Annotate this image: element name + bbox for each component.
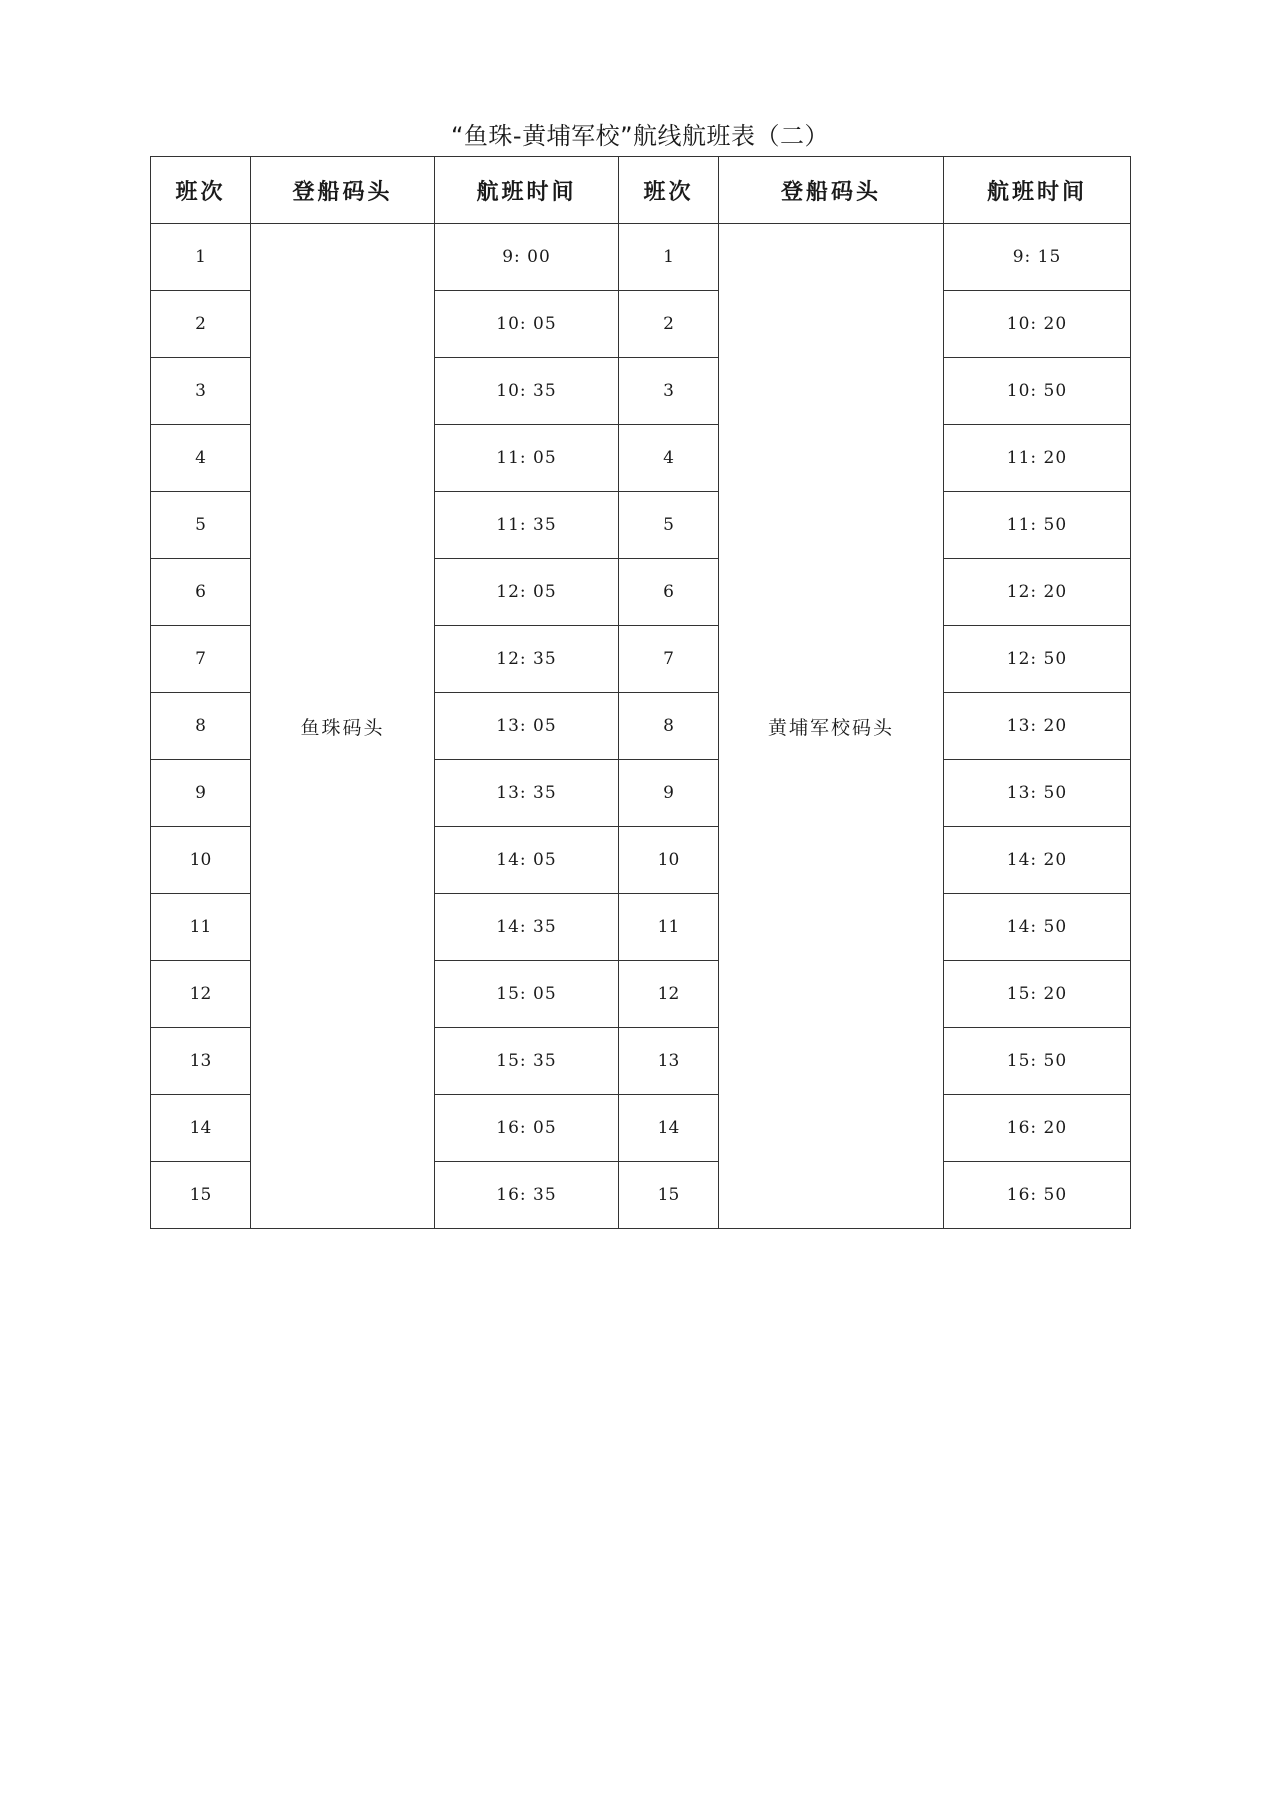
departure-time-right: 12: 20 <box>944 559 1131 626</box>
departure-time-right: 11: 50 <box>944 492 1131 559</box>
trip-no-left: 7 <box>151 626 251 693</box>
departure-time-right: 10: 20 <box>944 291 1131 358</box>
schedule-table <box>150 156 1131 1229</box>
trip-no-right: 4 <box>619 425 719 492</box>
departure-time-left: 11: 35 <box>435 492 619 559</box>
departure-time-right: 14: 50 <box>944 894 1131 961</box>
departure-time-right: 15: 50 <box>944 1028 1131 1095</box>
trip-no-right: 13 <box>619 1028 719 1095</box>
trip-no-right: 6 <box>619 559 719 626</box>
departure-time-left: 16: 05 <box>435 1095 619 1162</box>
table-row <box>151 224 1131 291</box>
trip-no-left: 12 <box>151 961 251 1028</box>
trip-no-left: 4 <box>151 425 251 492</box>
trip-no-right: 8 <box>619 693 719 760</box>
departure-time-left: 10: 05 <box>435 291 619 358</box>
departure-time-left: 9: 00 <box>435 224 619 291</box>
departure-time-left: 13: 05 <box>435 693 619 760</box>
trip-no-right: 9 <box>619 760 719 827</box>
departure-time-left: 12: 35 <box>435 626 619 693</box>
trip-no-right: 3 <box>619 358 719 425</box>
trip-no-left: 1 <box>151 224 251 291</box>
departure-time-left: 14: 35 <box>435 894 619 961</box>
departure-time-right: 11: 20 <box>944 425 1131 492</box>
header-pier-right: 登船码头 <box>719 157 944 224</box>
trip-no-right: 1 <box>619 224 719 291</box>
trip-no-right: 2 <box>619 291 719 358</box>
departure-time-right: 10: 50 <box>944 358 1131 425</box>
trip-no-right: 10 <box>619 827 719 894</box>
header-trip-no-left: 班次 <box>151 157 251 224</box>
departure-time-right: 13: 50 <box>944 760 1131 827</box>
trip-no-left: 6 <box>151 559 251 626</box>
departure-time-left: 12: 05 <box>435 559 619 626</box>
departure-time-left: 14: 05 <box>435 827 619 894</box>
trip-no-left: 10 <box>151 827 251 894</box>
departure-time-left: 15: 05 <box>435 961 619 1028</box>
departure-pier-left: 鱼珠码头 <box>251 224 435 1229</box>
departure-time-right: 14: 20 <box>944 827 1131 894</box>
departure-pier-right: 黄埔军校码头 <box>719 224 944 1229</box>
header-pier-left: 登船码头 <box>251 157 435 224</box>
departure-time-right: 16: 50 <box>944 1162 1131 1229</box>
trip-no-right: 11 <box>619 894 719 961</box>
trip-no-right: 14 <box>619 1095 719 1162</box>
trip-no-right: 5 <box>619 492 719 559</box>
trip-no-left: 9 <box>151 760 251 827</box>
departure-time-left: 16: 35 <box>435 1162 619 1229</box>
header-time-left: 航班时间 <box>435 157 619 224</box>
departure-time-right: 15: 20 <box>944 961 1131 1028</box>
table-header-row <box>151 157 1131 224</box>
departure-time-left: 10: 35 <box>435 358 619 425</box>
header-time-right: 航班时间 <box>944 157 1131 224</box>
trip-no-left: 13 <box>151 1028 251 1095</box>
trip-no-right: 12 <box>619 961 719 1028</box>
header-trip-no-right: 班次 <box>619 157 719 224</box>
departure-time-right: 12: 50 <box>944 626 1131 693</box>
trip-no-left: 15 <box>151 1162 251 1229</box>
departure-time-left: 11: 05 <box>435 425 619 492</box>
document-title: “鱼珠-黄埔军校”航线航班表（二） <box>450 122 830 150</box>
trip-no-right: 15 <box>619 1162 719 1229</box>
departure-time-left: 13: 35 <box>435 760 619 827</box>
departure-time-right: 16: 20 <box>944 1095 1131 1162</box>
departure-time-right: 13: 20 <box>944 693 1131 760</box>
trip-no-right: 7 <box>619 626 719 693</box>
trip-no-left: 8 <box>151 693 251 760</box>
trip-no-left: 5 <box>151 492 251 559</box>
trip-no-left: 3 <box>151 358 251 425</box>
departure-time-left: 15: 35 <box>435 1028 619 1095</box>
trip-no-left: 14 <box>151 1095 251 1162</box>
trip-no-left: 2 <box>151 291 251 358</box>
trip-no-left: 11 <box>151 894 251 961</box>
schedule-body <box>151 224 1131 1229</box>
departure-time-right: 9: 15 <box>944 224 1131 291</box>
